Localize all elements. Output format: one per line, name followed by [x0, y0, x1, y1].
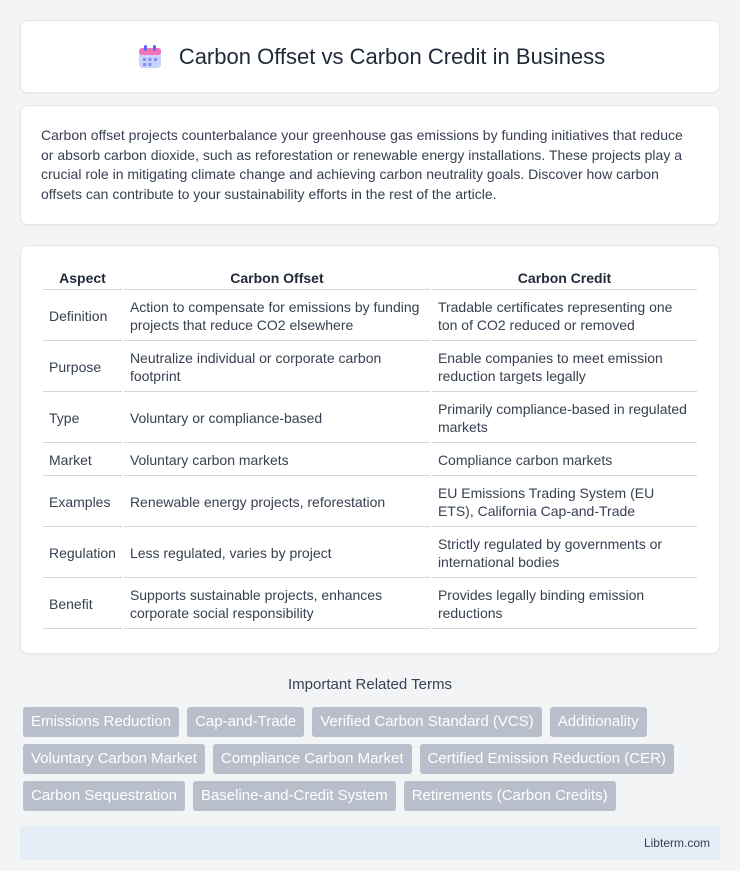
row-credit: EU Emissions Trading System (EU ETS), California Cap-and-Trade [432, 478, 697, 527]
row-offset: Action to compensate for emissions by funding projects that reduce CO2 elsewhere [124, 292, 430, 341]
tag-retirements[interactable]: Retirements (Carbon Credits) [404, 781, 616, 811]
tag-emissions-reduction[interactable]: Emissions Reduction [23, 707, 179, 737]
comparison-table [41, 266, 699, 631]
row-offset: Supports sustainable projects, enhances corporate social responsibility [124, 580, 430, 629]
calendar-icon [135, 42, 165, 72]
related-terms-tags [20, 707, 720, 811]
table-header-row [43, 268, 697, 290]
table-row [43, 529, 697, 578]
table-row [43, 343, 697, 392]
tag-cap-and-trade[interactable]: Cap-and-Trade [187, 707, 304, 737]
page-title: Carbon Offset vs Carbon Credit in Business [178, 43, 606, 69]
tag-additionality[interactable]: Additionality [550, 707, 647, 737]
table-row [43, 580, 697, 629]
header-carbon-credit: Carbon Credit [432, 268, 697, 290]
tag-verified-carbon-standard[interactable]: Verified Carbon Standard (VCS) [312, 707, 541, 737]
row-aspect: Examples [43, 478, 122, 527]
row-offset: Neutralize individual or corporate carbon footprint [124, 343, 430, 392]
tag-carbon-sequestration[interactable]: Carbon Sequestration [23, 781, 185, 811]
row-offset: Less regulated, varies by project [124, 529, 430, 578]
tag-voluntary-carbon-market[interactable]: Voluntary Carbon Market [23, 744, 205, 774]
row-aspect: Type [43, 394, 122, 443]
row-credit: Provides legally binding emission reductions [432, 580, 697, 629]
row-aspect: Regulation [43, 529, 122, 578]
row-credit: Tradable certificates representing one ton of CO2 reduced or removed [432, 292, 697, 341]
row-credit: Enable companies to meet emission reduction targets legally [432, 343, 697, 392]
comparison-table-card [20, 245, 720, 654]
footer [20, 826, 720, 860]
row-aspect: Benefit [43, 580, 122, 629]
row-aspect: Definition [43, 292, 122, 341]
intro-text: Carbon offset projects counterbalance your greenhouse gas emissions by funding initiatives that reduce or absorb carbon dioxide, such as reforestation or renewable energy installations. These projects play a crucial role in mitigating climate change and achieving carbon neutrality goals. Discover how carbon offsets can contribute to your sustainability efforts in the rest of the article. [41, 127, 683, 202]
table-row [43, 394, 697, 443]
row-credit: Primarily compliance-based in regulated markets [432, 394, 697, 443]
intro-card [20, 105, 720, 225]
header-carbon-offset: Carbon Offset [124, 268, 430, 290]
header-aspect: Aspect [43, 268, 122, 290]
table-row [43, 478, 697, 527]
row-offset: Voluntary or compliance-based [124, 394, 430, 443]
table-row [43, 292, 697, 341]
tag-certified-emission-reduction[interactable]: Certified Emission Reduction (CER) [420, 744, 674, 774]
row-credit: Compliance carbon markets [432, 445, 697, 476]
row-aspect: Purpose [43, 343, 122, 392]
related-terms-title: Important Related Terms [288, 676, 452, 693]
title-card [20, 20, 720, 93]
tag-compliance-carbon-market[interactable]: Compliance Carbon Market [213, 744, 412, 774]
tag-baseline-and-credit-system[interactable]: Baseline-and-Credit System [193, 781, 396, 811]
row-offset: Renewable energy projects, reforestation [124, 478, 430, 527]
footer-site-link[interactable]: Libterm.com [643, 836, 710, 850]
row-aspect: Market [43, 445, 122, 476]
row-offset: Voluntary carbon markets [124, 445, 430, 476]
row-credit: Strictly regulated by governments or international bodies [432, 529, 697, 578]
table-row [43, 445, 697, 476]
